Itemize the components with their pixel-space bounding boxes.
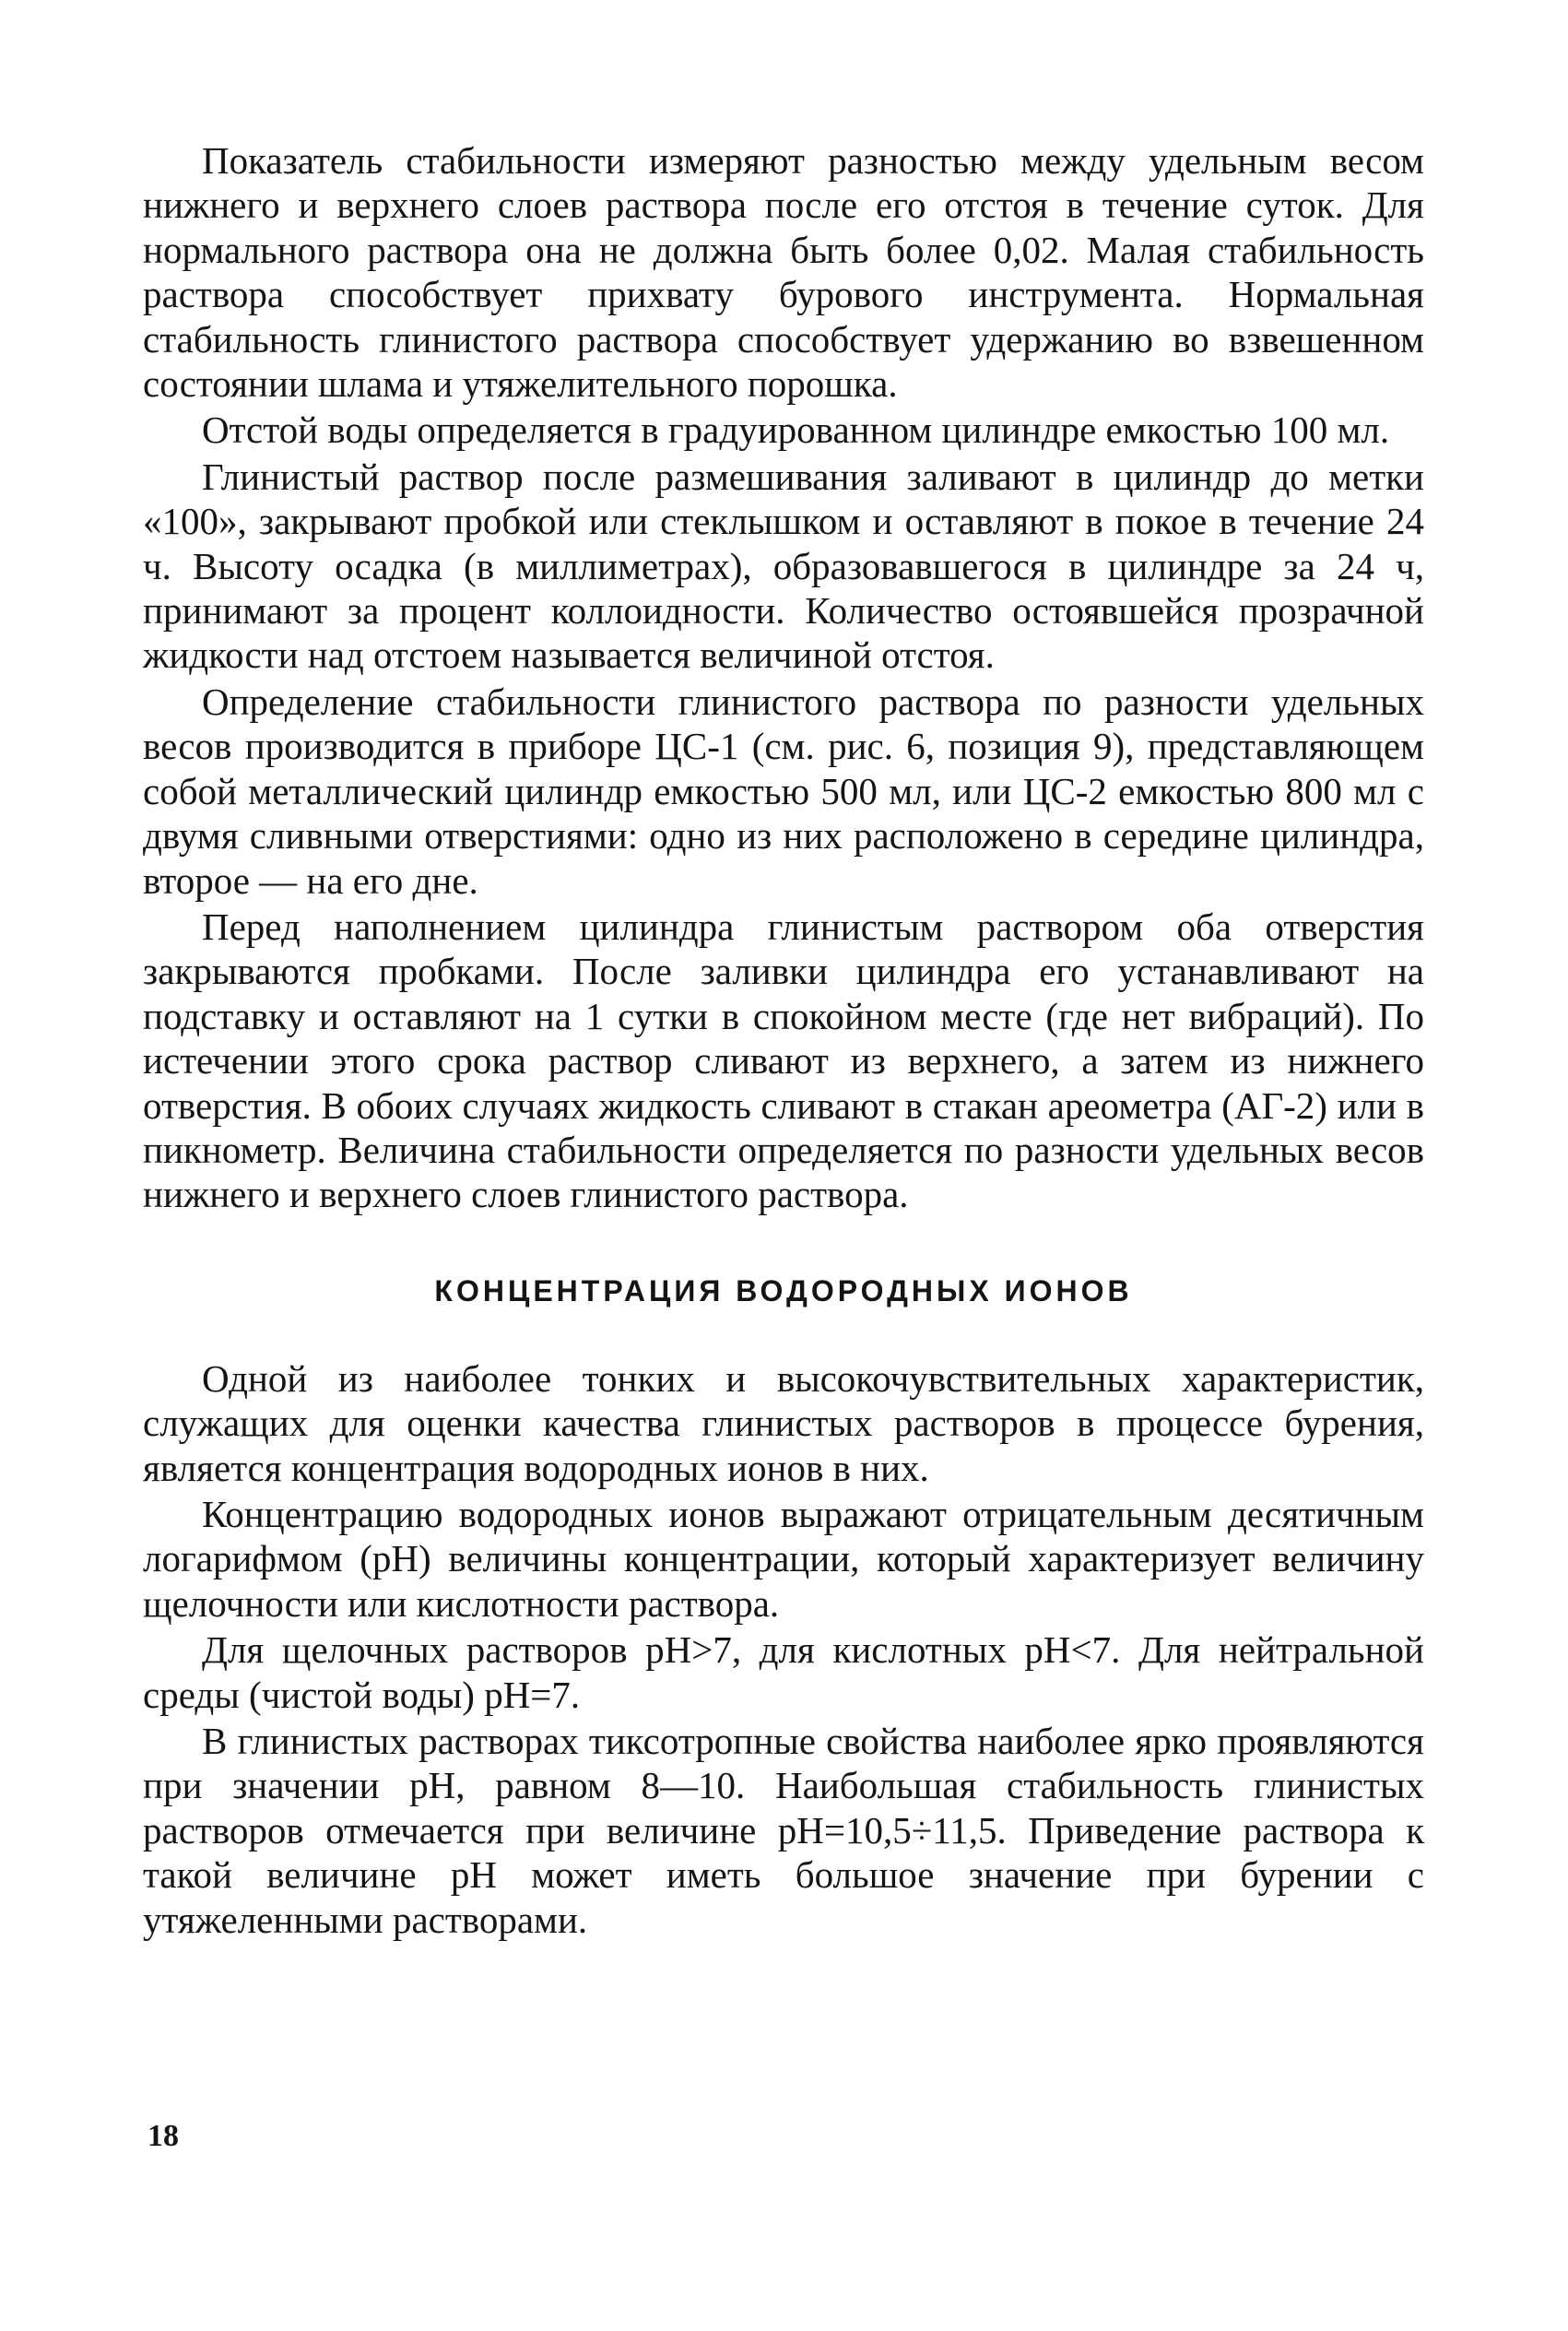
paragraph: Глинистый раствор после размешивания заливают в цилиндр до метки «100», закрывают пробкой или стеклышком и оставляют в покое в течение 24 ч. Высоту осадка (в миллиметрах), образовавшегося в цилиндре за 24 ч, принимают за процент коллоидности. Количество остоявшейся прозрачной жидкости над отстоем называется величиной отстоя. (143, 455, 1424, 677)
paragraph: Показатель стабильности измеряют разностью между удельным весом нижнего и верхнего слоев раствора после его отстоя в течение суток. Для нормального раствора она не должна быть более 0,02. Малая стабильность раствора способствует прихвату бурового инструмента. Нормальная стабильность глинистого раствора способствует удержанию во взвешенном состоянии шлама и утяжелительного порошка. (143, 139, 1424, 406)
paragraph: Определение стабильности глинистого раствора по разности удельных весов производится в приборе ЦС-1 (см. рис. 6, позиция 9), представляющем собой металлический цилиндр емкостью 500 мл, или ЦС-2 емкостью 800 мл с двумя сливными отверстиями: одно из них расположено в середине цилиндра, второе — на его дне. (143, 680, 1424, 902)
paragraph: В глинистых растворах тиксотропные свойства наиболее ярко проявляются при значении pH, равном 8—10. Наибольшая стабильность глинистых растворов отмечается при величине pH=10,5÷11,5. Приведение раствора к такой величине pH может иметь большое значение при бурении с утяжеленными растворами. (143, 1720, 1424, 1941)
paragraph: Для щелочных растворов pH>7, для кислотных pH<7. Для нейтральной среды (чистой воды) pH=7. (143, 1628, 1424, 1716)
paragraph: Концентрацию водородных ионов выражают отрицательным десятичным логарифмом (pH) величины концентрации, который характеризует величину щелочности или кислотности раствора. (143, 1492, 1424, 1625)
paragraph: Перед наполнением цилиндра глинистым раствором оба отверстия закрываются пробками. После заливки цилиндра его устанавливают на подставку и оставляют на 1 сутки в спокойном месте (где нет вибраций). По истечении этого срока раствор сливают из верхнего, а затем из нижнего отверстия. В обоих случаях жидкость сливают в стакан ареометра (АГ-2) или в пикнометр. Величина стабильности определяется по разности удельных весов нижнего и верхнего слоев глинистого раствора. (143, 905, 1424, 1216)
book-page (143, 138, 1424, 1942)
section-heading: КОНЦЕНТРАЦИЯ ВОДОРОДНЫХ ИОНОВ (434, 1273, 1133, 1307)
page-number: 18 (147, 2119, 179, 2153)
paragraph: Отстой воды определяется в градуированном цилиндре емкостью 100 мл. (202, 408, 1390, 452)
paragraph: Одной из наиболее тонких и высокочувствительных характеристик, служащих для оценки качества глинистых растворов в процессе бурения, является концентрация водородных ионов в них. (143, 1356, 1424, 1489)
